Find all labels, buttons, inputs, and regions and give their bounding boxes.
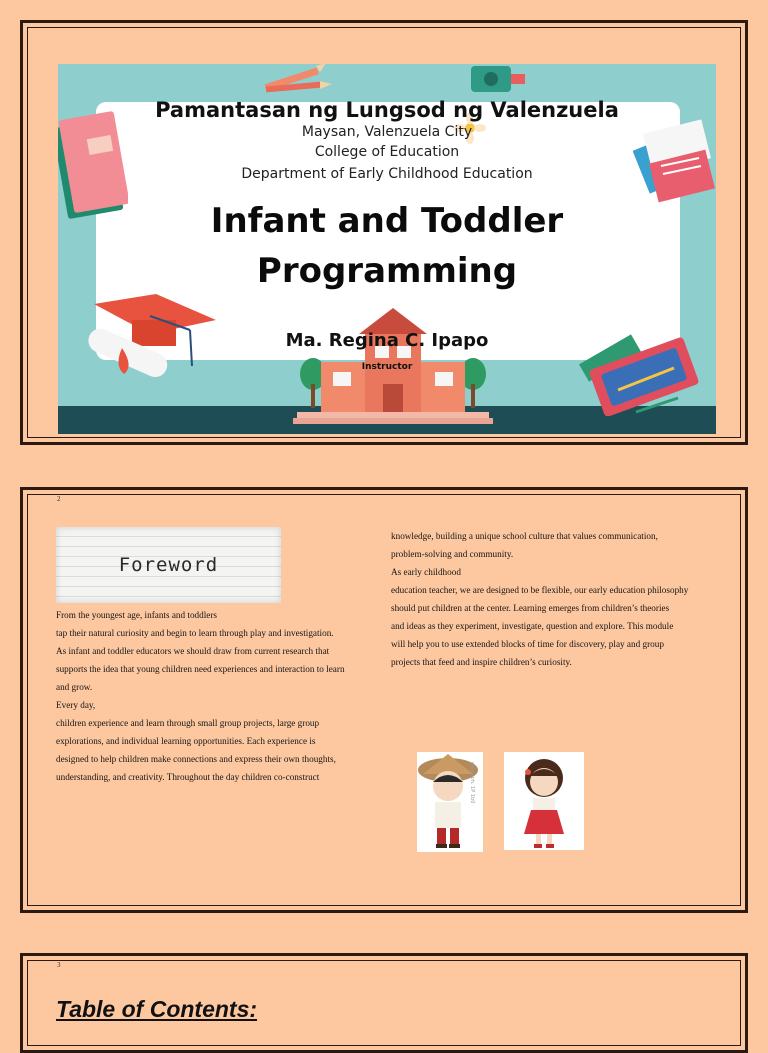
college-name: College of Education <box>314 144 460 160</box>
document-title <box>58 196 716 296</box>
paragraph: should put children at the center. Learning emerges from children’s theories <box>391 603 670 613</box>
foreword-left-column <box>56 609 374 789</box>
instructor-role: Instructor <box>361 362 413 372</box>
paragraph: and ideas as they experiment, investigate, question and explore. This module <box>391 621 674 631</box>
girl-character-icon <box>504 752 584 850</box>
paragraph: understanding, and creativity. Throughout the day children co-construct <box>56 772 320 782</box>
paragraph: As early childhood <box>391 567 461 577</box>
girl-clipart <box>504 752 584 850</box>
paragraph: children experience and learn through small group projects, large group <box>56 718 320 728</box>
foreword-right-column <box>391 530 713 674</box>
cover-page <box>20 20 748 445</box>
page-number: 2 <box>57 495 61 503</box>
paragraph: knowledge, building a unique school culture that values communication, <box>391 531 658 541</box>
department-name: Department of Early Childhood Education <box>241 166 533 182</box>
paragraph: supports the idea that young children need experiences and interaction to learn <box>56 664 345 674</box>
instructor-name: Ma. Regina C. Ipapo <box>285 330 489 351</box>
title-line-2: Programming <box>256 251 518 291</box>
sharpener-icon <box>463 64 533 100</box>
paragraph: tap their natural curiosity and begin to learn through play and investigation. <box>56 628 334 638</box>
boy-clipart <box>417 752 483 852</box>
table-of-contents-page <box>20 953 748 1053</box>
watermark: gograph. 1P 1b0 <box>469 762 475 804</box>
paragraph: and grow. <box>56 682 93 692</box>
paragraph: As infant and toddler educators we should draw from current research that <box>56 646 330 656</box>
paragraph: Every day, <box>56 700 96 710</box>
paragraph: education teacher, we are designed to be flexible, our early education philosophy <box>391 585 689 595</box>
paragraph: problem-solving and community. <box>391 549 514 559</box>
title-line-1: Infant and Toddler <box>210 201 564 241</box>
paragraph: projects that feed and inspire children’s curiosity. <box>391 657 572 667</box>
toc-heading: Table of Contents: <box>56 996 258 1022</box>
page-number: 3 <box>57 961 61 969</box>
school-name: Pamantasan ng Lungsod ng Valenzuela <box>155 98 619 122</box>
paragraph: designed to help children make connections and express their own thoughts, <box>56 754 336 764</box>
paragraph: From the youngest age, infants and toddlers <box>56 610 218 620</box>
paragraph: will help you to use extended blocks of time for discovery, play and group <box>391 639 664 649</box>
paragraph: explorations, and individual learning opportunities. Each experience is <box>56 736 316 746</box>
school-address: Maysan, Valenzuela City <box>301 124 473 140</box>
foreword-image-label: Foreword <box>118 554 219 576</box>
foreword-image <box>56 527 281 603</box>
cover-banner <box>58 64 716 434</box>
foreword-page <box>20 487 748 913</box>
